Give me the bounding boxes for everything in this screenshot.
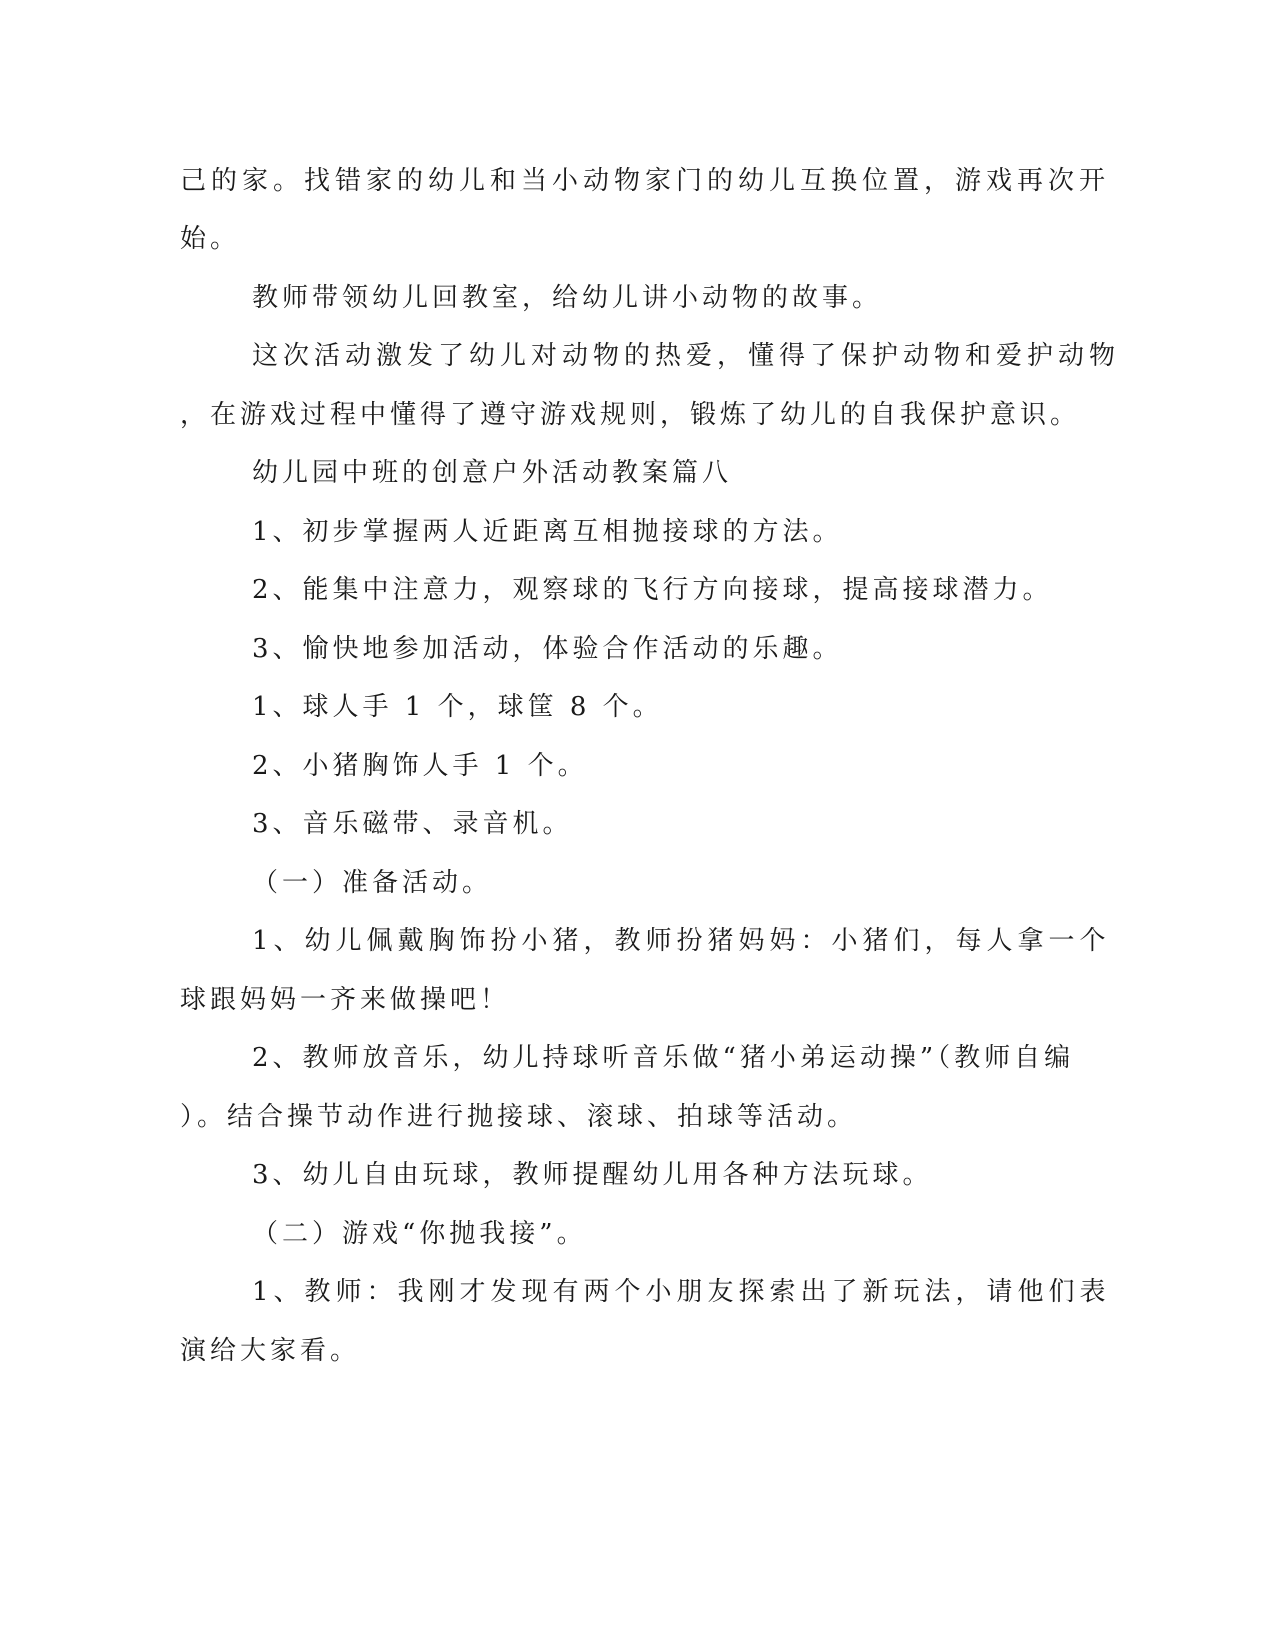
objective-item: 3、愉快地参加活动，体验合作活动的乐趣。 bbox=[252, 634, 843, 664]
step-heading: （一）准备活动。 bbox=[252, 868, 493, 898]
paragraph-line: 1、幼儿佩戴胸饰扮小猪，教师扮猪妈妈：小猪们，每人拿一个 bbox=[252, 926, 1111, 956]
paragraph-line: 3、幼儿自由玩球，教师提醒幼儿用各种方法玩球。 bbox=[252, 1160, 933, 1190]
paragraph-line: 教师带领幼儿回教室，给幼儿讲小动物的故事。 bbox=[252, 283, 883, 313]
material-item: 1、球人手 1 个，球筐 8 个。 bbox=[252, 692, 663, 722]
material-item: 2、小猪胸饰人手 1 个。 bbox=[252, 751, 588, 781]
paragraph-line: 球跟妈妈一齐来做操吧！ bbox=[180, 985, 511, 1015]
objective-item: 1、初步掌握两人近距离互相抛接球的方法。 bbox=[252, 517, 843, 547]
paragraph-line: ，在游戏过程中懂得了遵守游戏规则，锻炼了幼儿的自我保护意识。 bbox=[180, 400, 1081, 430]
paragraph-line: ）。结合操节动作进行抛接球、滚球、拍球等活动。 bbox=[180, 1102, 858, 1132]
paragraph-line: 演给大家看。 bbox=[180, 1336, 361, 1366]
step-heading: （二）游戏“你抛我接”。 bbox=[252, 1219, 587, 1249]
paragraph-line: 1、教师：我刚才发现有两个小朋友探索出了新玩法，请他们表 bbox=[252, 1277, 1111, 1307]
paragraph-line: 始。 bbox=[180, 224, 241, 254]
section-heading: 幼儿园中班的创意户外活动教案篇八 bbox=[252, 458, 733, 488]
material-item: 3、音乐磁带、录音机。 bbox=[252, 809, 573, 839]
objective-item: 2、能集中注意力，观察球的飞行方向接球，提高接球潜力。 bbox=[252, 575, 1053, 605]
paragraph-line: 2、教师放音乐，幼儿持球听音乐做“猪小弟运动操”（教师自编 bbox=[252, 1043, 1075, 1073]
paragraph-line: 己的家。找错家的幼儿和当小动物家门的幼儿互换位置，游戏再次开 bbox=[180, 166, 1111, 196]
paragraph-line: 这次活动激发了幼儿对动物的热爱，懂得了保护动物和爱护动物 bbox=[252, 341, 1121, 371]
